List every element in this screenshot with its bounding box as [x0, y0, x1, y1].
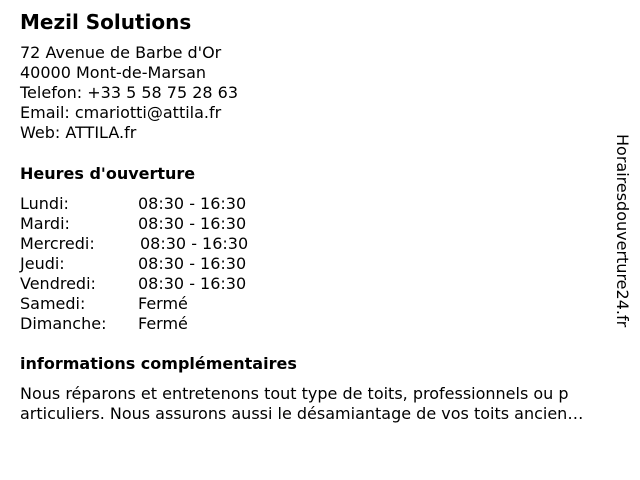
- day-hours: 08:30 - 16:30: [138, 254, 247, 273]
- website: Web: ATTILA.fr: [20, 123, 137, 142]
- address-city: 40000 Mont-de-Marsan: [20, 63, 207, 82]
- watermark-text: Horairesdouverture24.fr: [613, 134, 632, 328]
- company-name: Mezil Solutions: [20, 10, 192, 34]
- day-label: Jeudi:: [20, 254, 65, 273]
- day-hours: 08:30 - 16:30: [138, 194, 247, 213]
- info-description: [20, 384, 628, 424]
- phone-number: Telefon: +33 5 58 75 28 63: [20, 83, 239, 102]
- info-line: articuliers. Nous assurons aussi le désamiantage de vos toits ancien…: [20, 404, 584, 423]
- day-hours: 08:30 - 16:30: [140, 234, 249, 253]
- contact-block: [20, 43, 238, 143]
- source-watermark: [612, 134, 634, 374]
- day-label: Mardi:: [20, 214, 70, 233]
- day-label: Dimanche:: [20, 314, 107, 333]
- day-hours: 08:30 - 16:30: [138, 274, 247, 293]
- info-line: Nous réparons et entretenons tout type de toits, professionnels ou p: [20, 384, 569, 403]
- day-label: Lundi:: [20, 194, 69, 213]
- hours-heading: Heures d'ouverture: [20, 164, 196, 183]
- day-label: Mercredi:: [20, 234, 95, 253]
- day-hours: 08:30 - 16:30: [138, 214, 247, 233]
- day-label: Vendredi:: [20, 274, 96, 293]
- info-heading: informations complémentaires: [20, 354, 297, 373]
- day-label: Samedi:: [20, 294, 86, 313]
- day-hours: Fermé: [138, 294, 188, 313]
- day-hours: Fermé: [138, 314, 188, 333]
- address-street: 72 Avenue de Barbe d'Or: [20, 43, 222, 62]
- email-address: Email: cmariotti@attila.fr: [20, 103, 222, 122]
